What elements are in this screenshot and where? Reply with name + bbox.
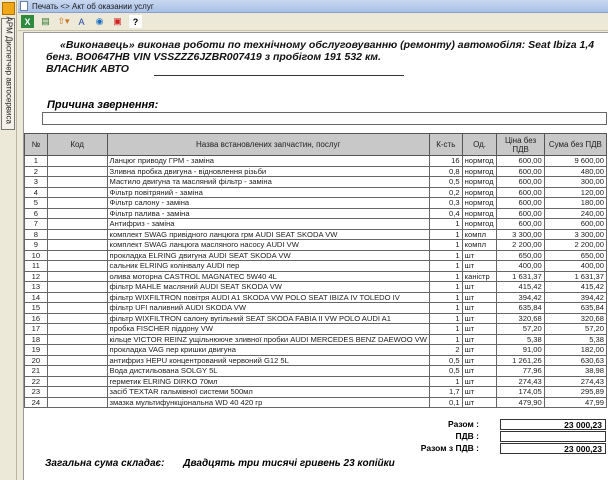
print-window	[18, 0, 608, 480]
row-price: 600,00	[497, 208, 544, 219]
row-name: фільтр UFI паливний AUDI SKODA VW	[107, 303, 429, 314]
table-row	[25, 366, 607, 377]
row-qty: 2	[429, 345, 462, 356]
row-price: 600,00	[497, 187, 544, 198]
row-unit: шт	[462, 334, 497, 345]
table-row	[25, 208, 607, 219]
row-name: Фільтр повітряний - заміна	[107, 187, 429, 198]
table-row	[25, 240, 607, 251]
row-unit: шт	[462, 250, 497, 261]
left-sidebar	[0, 0, 17, 480]
row-price: 650,00	[497, 250, 544, 261]
table-row	[25, 282, 607, 293]
row-unit: нормгод	[462, 187, 497, 198]
row-qty: 1	[429, 250, 462, 261]
row-number: 1	[25, 156, 48, 167]
row-unit: шт	[462, 292, 497, 303]
row-qty: 1	[429, 261, 462, 272]
row-number: 15	[25, 303, 48, 314]
row-sum: 120,00	[544, 187, 606, 198]
row-price: 1 631,37	[497, 271, 544, 282]
summary-label: Загальна сума складає:	[45, 458, 165, 469]
row-number: 23	[25, 387, 48, 398]
row-code	[47, 324, 107, 335]
row-qty: 1	[429, 334, 462, 345]
row-sum: 400,00	[544, 261, 606, 272]
table-row	[25, 324, 607, 335]
table-row	[25, 334, 607, 345]
col-price: Ціна без ПДВ	[497, 134, 544, 156]
col-name: Назва встановлених запчастин, послуг	[107, 134, 429, 156]
row-code	[47, 187, 107, 198]
row-name: змазка мультифункціональна WD 40 420 гр	[107, 397, 429, 408]
row-number: 24	[25, 397, 48, 408]
row-price: 394,42	[497, 292, 544, 303]
col-qty: К-сть	[429, 134, 462, 156]
row-code	[47, 177, 107, 188]
row-qty: 1	[429, 292, 462, 303]
row-price: 600,00	[497, 156, 544, 167]
col-number: №	[25, 134, 48, 156]
row-price: 77,96	[497, 366, 544, 377]
row-name: Антифриз - заміна	[107, 219, 429, 230]
row-sum: 630,63	[544, 355, 606, 366]
table-row	[25, 387, 607, 398]
row-sum: 2 200,00	[544, 240, 606, 251]
table-row	[25, 166, 607, 177]
row-name: прокладка ELRING двигуна AUDI SEAT SKODA VW	[107, 250, 429, 261]
row-name: олива моторна CASTROL MAGNATEC 5W40 4L	[107, 271, 429, 282]
row-sum: 480,00	[544, 166, 606, 177]
row-unit: нормгод	[462, 156, 497, 167]
row-number: 18	[25, 334, 48, 345]
row-code	[47, 355, 107, 366]
row-code	[47, 282, 107, 293]
row-qty: 0,3	[429, 198, 462, 209]
row-number: 14	[25, 292, 48, 303]
row-number: 13	[25, 282, 48, 293]
reason-field	[42, 112, 607, 125]
row-qty: 1	[429, 240, 462, 251]
row-price: 635,84	[497, 303, 544, 314]
intro-line-2: бенз. ВО0647НВ VIN VSSZZZ6JZBR007419 з пробігом 191 532 км.	[46, 51, 381, 63]
row-name: комплект SWAG ланцюга масляного насосу AUDI VW	[107, 240, 429, 251]
row-unit: шт	[462, 355, 497, 366]
row-qty: 1	[429, 303, 462, 314]
row-unit: нормгод	[462, 198, 497, 209]
row-code	[47, 387, 107, 398]
row-sum: 1 631,37	[544, 271, 606, 282]
row-sum: 274,43	[544, 376, 606, 387]
vat-label: ПДВ :	[455, 431, 479, 441]
vat-value	[500, 431, 606, 442]
total-value: 23 000,23	[500, 443, 606, 454]
window-title: Печать <> Акт об оказании услуг	[32, 1, 154, 11]
row-sum: 47,99	[544, 397, 606, 408]
table-row	[25, 313, 607, 324]
items-table	[24, 133, 607, 408]
row-sum: 180,00	[544, 198, 606, 209]
row-unit: шт	[462, 313, 497, 324]
col-code: Код	[47, 134, 107, 156]
col-sum: Сума без ПДВ	[544, 134, 606, 156]
row-name: антифриз HEPU концентрований червоний G12 5L	[107, 355, 429, 366]
row-qty: 0,5	[429, 355, 462, 366]
row-qty: 1	[429, 271, 462, 282]
summary-value: Двадцять три тисячі гривень 23 копійки	[183, 458, 395, 469]
row-unit: шт	[462, 345, 497, 356]
row-price: 174,05	[497, 387, 544, 398]
row-sum: 600,00	[544, 219, 606, 230]
reason-label: Причина звернення:	[47, 99, 159, 111]
row-qty: 0,5	[429, 177, 462, 188]
row-code	[47, 303, 107, 314]
row-qty: 1,7	[429, 387, 462, 398]
sidebar-tab-label: АРМ Диспетчер автосервиса	[4, 16, 14, 124]
row-number: 12	[25, 271, 48, 282]
row-unit: компл	[462, 240, 497, 251]
row-unit: компл	[462, 229, 497, 240]
row-qty: 0,5	[429, 366, 462, 377]
row-name: сальник ELRING колінвалу AUDI пер	[107, 261, 429, 272]
owner-signature-line	[154, 75, 404, 76]
window-titlebar	[18, 0, 608, 13]
row-name: комплект SWAG привідного ланцюга грм AUDI SEAT SKODA VW	[107, 229, 429, 240]
table-row	[25, 229, 607, 240]
row-code	[47, 240, 107, 251]
row-number: 10	[25, 250, 48, 261]
row-number: 21	[25, 366, 48, 377]
table-header	[25, 134, 607, 156]
row-sum: 300,00	[544, 177, 606, 188]
table-row	[25, 292, 607, 303]
summary	[45, 458, 395, 469]
table-row	[25, 261, 607, 272]
row-sum: 9 600,00	[544, 156, 606, 167]
row-price: 600,00	[497, 166, 544, 177]
row-sum: 650,00	[544, 250, 606, 261]
row-code	[47, 334, 107, 345]
row-code	[47, 366, 107, 377]
row-number: 19	[25, 345, 48, 356]
row-code	[47, 292, 107, 303]
row-price: 274,43	[497, 376, 544, 387]
toolbar	[18, 13, 608, 31]
row-sum: 5,38	[544, 334, 606, 345]
row-code	[47, 156, 107, 167]
row-unit: нормгод	[462, 208, 497, 219]
row-number: 20	[25, 355, 48, 366]
table-row	[25, 345, 607, 356]
row-code	[47, 261, 107, 272]
row-price: 1 261,26	[497, 355, 544, 366]
row-qty: 1	[429, 313, 462, 324]
row-name: Мастило двигуна та масляний фільтр - заміна	[107, 177, 429, 188]
sidebar-tab[interactable]	[1, 18, 15, 130]
document-icon	[20, 1, 28, 11]
row-name: Фільтр салону - заміна	[107, 198, 429, 209]
row-qty: 1	[429, 229, 462, 240]
row-unit: шт	[462, 397, 497, 408]
row-name: Зливна пробка двигуна - відновлення різьби	[107, 166, 429, 177]
owner-label: ВЛАСНИК АВТО	[46, 63, 129, 75]
row-code	[47, 219, 107, 230]
row-name: фільтр MAHLE масляний AUDI SEAT SKODA VW	[107, 282, 429, 293]
row-code	[47, 229, 107, 240]
row-qty: 1	[429, 324, 462, 335]
row-code	[47, 345, 107, 356]
row-price: 2 200,00	[497, 240, 544, 251]
row-sum: 394,42	[544, 292, 606, 303]
row-code	[47, 198, 107, 209]
upload-icon[interactable]: ⇧▾	[57, 16, 70, 26]
row-number: 6	[25, 208, 48, 219]
row-code	[47, 208, 107, 219]
row-unit: нормгод	[462, 219, 497, 230]
font-icon[interactable]: A	[78, 16, 85, 27]
row-sum: 240,00	[544, 208, 606, 219]
row-qty: 0,8	[429, 166, 462, 177]
row-name: Вода дистильована SOLGY 5L	[107, 366, 429, 377]
row-unit: шт	[462, 324, 497, 335]
row-qty: 0,4	[429, 208, 462, 219]
row-sum: 320,68	[544, 313, 606, 324]
row-unit: каністр	[462, 271, 497, 282]
row-qty: 16	[429, 156, 462, 167]
help-icon[interactable]: ?	[129, 15, 142, 28]
row-price: 320,68	[497, 313, 544, 324]
row-price: 3 300,00	[497, 229, 544, 240]
row-name: герметик ELRING DIRKO 70мл	[107, 376, 429, 387]
row-number: 11	[25, 261, 48, 272]
subtotal-label: Разом :	[448, 419, 479, 429]
table-row	[25, 355, 607, 366]
row-qty: 1	[429, 376, 462, 387]
table-row	[25, 156, 607, 167]
row-code	[47, 397, 107, 408]
row-price: 600,00	[497, 198, 544, 209]
app-icon[interactable]	[2, 2, 15, 15]
table-row	[25, 303, 607, 314]
document-page	[23, 32, 608, 480]
row-unit: шт	[462, 282, 497, 293]
row-unit: шт	[462, 376, 497, 387]
row-price: 400,00	[497, 261, 544, 272]
row-number: 2	[25, 166, 48, 177]
row-number: 22	[25, 376, 48, 387]
globe-icon[interactable]: ◉	[95, 16, 104, 26]
row-price: 5,38	[497, 334, 544, 345]
row-number: 7	[25, 219, 48, 230]
pdf-icon[interactable]: ▣	[113, 16, 122, 26]
table-row	[25, 219, 607, 230]
excel-icon[interactable]: X	[21, 15, 34, 28]
row-price: 415,42	[497, 282, 544, 293]
row-number: 3	[25, 177, 48, 188]
subtotal-value: 23 000,23	[500, 419, 606, 430]
table-row	[25, 198, 607, 209]
row-name: засіб TEXTAR гальмівної системи 500мл	[107, 387, 429, 398]
row-qty: 1	[429, 219, 462, 230]
row-name: Ланцюг приводу ГРМ - заміна	[107, 156, 429, 167]
row-name: прокладка VAG пер кришки двигуна	[107, 345, 429, 356]
row-sum: 415,42	[544, 282, 606, 293]
row-number: 17	[25, 324, 48, 335]
row-price: 57,20	[497, 324, 544, 335]
row-unit: нормгод	[462, 177, 497, 188]
row-unit: нормгод	[462, 166, 497, 177]
total-label: Разом з ПДВ :	[420, 443, 479, 453]
row-qty: 1	[429, 282, 462, 293]
table-row	[25, 397, 607, 408]
intro-text	[46, 39, 606, 75]
row-unit: шт	[462, 303, 497, 314]
export-icon[interactable]: ▤	[41, 16, 50, 26]
row-price: 91,00	[497, 345, 544, 356]
row-qty: 0,2	[429, 187, 462, 198]
table-row	[25, 271, 607, 282]
row-sum: 635,84	[544, 303, 606, 314]
row-name: кільце VICTOR REINZ ущільнююче зливної пробки AUDI MERCEDES BENZ DAEWOO VW	[107, 334, 429, 345]
row-price: 600,00	[497, 219, 544, 230]
row-number: 8	[25, 229, 48, 240]
row-code	[47, 250, 107, 261]
row-price: 600,00	[497, 177, 544, 188]
row-name: фільтр WIXFILTRON салону вугільний SEAT SKODA FABIA II VW POLO AUDI A1	[107, 313, 429, 324]
row-sum: 38,98	[544, 366, 606, 377]
table-row	[25, 376, 607, 387]
row-name: пробка FISCHER піддону VW	[107, 324, 429, 335]
row-number: 9	[25, 240, 48, 251]
table-row	[25, 250, 607, 261]
row-number: 16	[25, 313, 48, 324]
row-unit: шт	[462, 387, 497, 398]
row-sum: 182,00	[544, 345, 606, 356]
row-sum: 57,20	[544, 324, 606, 335]
row-price: 479,90	[497, 397, 544, 408]
row-name: Фільтр палива - заміна	[107, 208, 429, 219]
row-qty: 0,1	[429, 397, 462, 408]
row-number: 4	[25, 187, 48, 198]
row-number: 5	[25, 198, 48, 209]
row-name: фільтр WIXFILTRON повітря AUDI A1 SKODA VW POLO SEAT IBIZA IV TOLEDO IV	[107, 292, 429, 303]
table-row	[25, 177, 607, 188]
row-code	[47, 313, 107, 324]
row-unit: шт	[462, 261, 497, 272]
row-sum: 3 300,00	[544, 229, 606, 240]
intro-line-1: «Виконавець» виконав роботи по технічному обслуговуванню (ремонту) автомобіля: Seat Ibiza 1,4	[60, 39, 595, 51]
row-code	[47, 271, 107, 282]
row-code	[47, 166, 107, 177]
row-code	[47, 376, 107, 387]
table-row	[25, 187, 607, 198]
col-unit: Од.	[462, 134, 497, 156]
row-unit: шт	[462, 366, 497, 377]
row-sum: 295,89	[544, 387, 606, 398]
